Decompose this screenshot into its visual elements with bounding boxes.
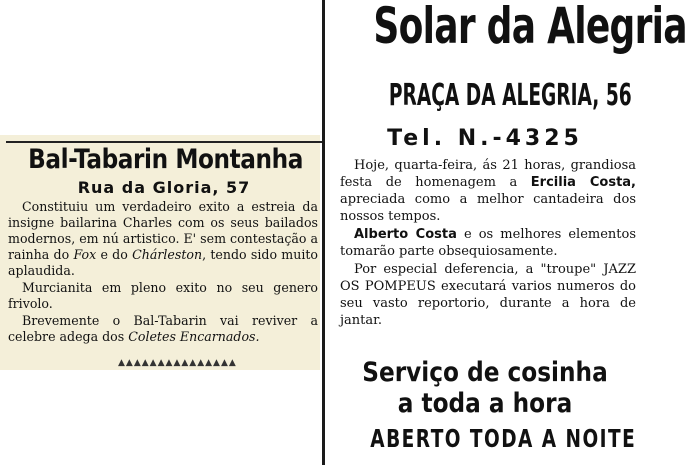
ercilia-name: Ercilia Costa, <box>530 175 636 190</box>
ornamental-dots: ▲▲▲▲▲▲▲▲▲▲▲▲▲▲▲ <box>118 358 237 368</box>
solar-paragraph-2 <box>340 226 636 260</box>
service-line-1: Serviço de cosinha <box>362 357 608 388</box>
solar-title: Solar da Alegria <box>373 0 687 55</box>
solar-address: PRAÇA DA ALEGRIA, 56 <box>388 78 632 113</box>
open-all-night: ABERTO TODA A NOITE <box>370 424 637 453</box>
solar-paragraph-3: Por especial deferencia, a "troupe" JAZZ OS POMPEUS executará varios numeros do seu vasto reportorio, durante a hora de jantar. <box>340 262 636 328</box>
solar-phone: Tel. N.-4325 <box>387 126 583 151</box>
bal-tabarin-address: Rua da Gloria, 57 <box>77 178 251 197</box>
text-run: apreciada como a melhor cantadeira dos nossos tempos. <box>340 192 636 224</box>
bal-tabarin-paragraph-1 <box>8 199 318 279</box>
text-run: Hoje, quarta-feira, ás 21 horas, grandiosa festa de homenagem a <box>340 158 636 190</box>
text-run: Brevemente o Bal-Tabarin vai reviver a celebre adega dos <box>8 313 318 344</box>
text-run: e do <box>96 247 133 262</box>
bal-tabarin-paragraph-2: Murcianita em pleno exito no seu genero frivolo. <box>8 280 318 311</box>
text-run: Constituiu um verdadeiro exito a estreia da insigne bailarina Charles com os seus bailados modernos, em nú artistico. E' sem contestação a rainha do <box>8 199 318 262</box>
service-banner <box>352 357 619 419</box>
bal-tabarin-title: Bal-Tabarin Montanha <box>28 144 303 175</box>
solar-paragraph-1 <box>340 157 636 225</box>
coletes-text: Coletes Encarnados. <box>128 329 260 344</box>
top-rule <box>6 141 322 143</box>
column-divider <box>322 0 325 465</box>
service-line-2: a toda a hora <box>397 388 573 419</box>
text-run: e os melhores elementos tomarão parte obsequiosamente. <box>340 227 636 259</box>
text-run: , tendo sido muito aplaudida. <box>8 247 319 278</box>
charleston-text: Chárleston <box>132 247 203 262</box>
bal-tabarin-body <box>8 199 318 346</box>
solar-body <box>340 157 636 330</box>
bal-tabarin-paragraph-3 <box>8 313 318 345</box>
fox-text: Fox <box>73 247 97 262</box>
alberto-name: Alberto Costa <box>354 227 457 242</box>
